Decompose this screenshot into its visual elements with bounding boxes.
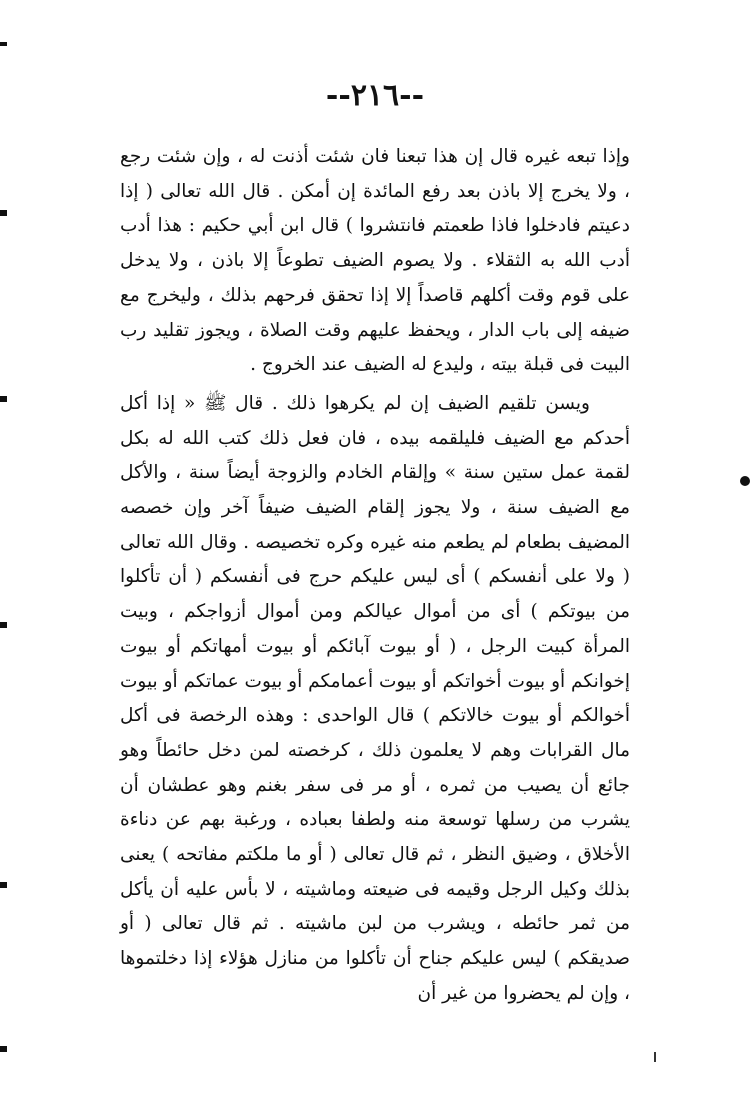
margin-mark <box>0 396 7 402</box>
page-number: --٢١٦-- <box>325 78 425 113</box>
margin-mark <box>0 42 7 46</box>
margin-mark <box>0 882 7 888</box>
body-text <box>120 140 630 1012</box>
paragraph-2: ويسن تلقيم الضيف إن لم يكرهوا ذلك . قال ﷺ « إذا أكل أحدكم مع الضيف فليلقمه بيده ، فان فعل ذلك كتب الله له بكل لقمة عمل ستين سنة » وإلقام الخادم والزوجة أيضاً سنة ، والأكل مع الضيف سنة ، ولا يجوز إلقام الضيف ضيفاً آخر وإن خصصه المضيف بطعام لم يطعم منه غيره وكره تخصيصه . وقال الله تعالى ( ولا على أنفسكم ) أى ليس عليكم حرج فى أنفسكم ( أن تأكلوا من بيوتكم ) أى من أموال عيالكم ومن أموال أزواجكم ، وبيت المرأة كبيت الرجل ، ( أو بيوت آبائكم أو بيوت أمهاتكم أو بيوت إخوانكم أو بيوت أخواتكم أو بيوت أعمامكم أو بيوت عماتكم أو بيوت أخوالكم أو بيوت خالاتكم ) قال الواحدى : وهذه الرخصة فى أكل مال القرابات وهم لا يعلمون ذلك ، كرخصته لمن دخل حائطاً وهو جائع أن يصيب من ثمره ، أو مر فى سفر بغنم وهو عطشان أن يشرب من رسلها توسعة منه ولطفا بعباده ، ورغبة بهم عن دناءة الأخلاق ، وضيق النظر ، ثم قال تعالى ( أو ما ملكتم مفاتحه ) يعنى بذلك وكيل الرجل وقيمه فى ضيعته وماشيته ، لا بأس عليه أن يأكل من ثمر حائطه ، ويشرب من لبن ماشيته . ثم قال تعالى ( أو صديقكم ) ليس عليكم جناح أن تأكلوا من منازل هؤلاء إذا دخلتموها ، وإن لم يحضروا من غير أن <box>120 392 630 1004</box>
margin-dot <box>740 476 750 486</box>
margin-mark <box>0 1046 7 1052</box>
paragraph-1: وإذا تبعه غيره قال إن هذا تبعنا فان شئت أذنت له ، وإن شئت رجع ، ولا يخرج إلا باذن بعد رفع المائدة إن أمكن . قال الله تعالى ( إذا دعيتم فادخلوا فاذا طعمتم فانتشروا ) قال ابن أبي حكيم : هذا أدب أدب الله به الثقلاء . ولا يصوم الضيف تطوعاً إلا باذن ، ولا يدخل على قوم وقت أكلهم قاصداً إلا إذا تحقق فرحهم بذلك ، وليخرج مع ضيفه إلى باب الدار ، ويحفظ عليهم وقت الصلاة ، ويجوز تقليد رب البيت فى قبلة بيته ، وليدع له الضيف عند الخروج . <box>120 146 630 376</box>
margin-mark <box>0 210 7 216</box>
margin-mark <box>0 622 7 628</box>
scan-tick <box>654 1052 656 1062</box>
